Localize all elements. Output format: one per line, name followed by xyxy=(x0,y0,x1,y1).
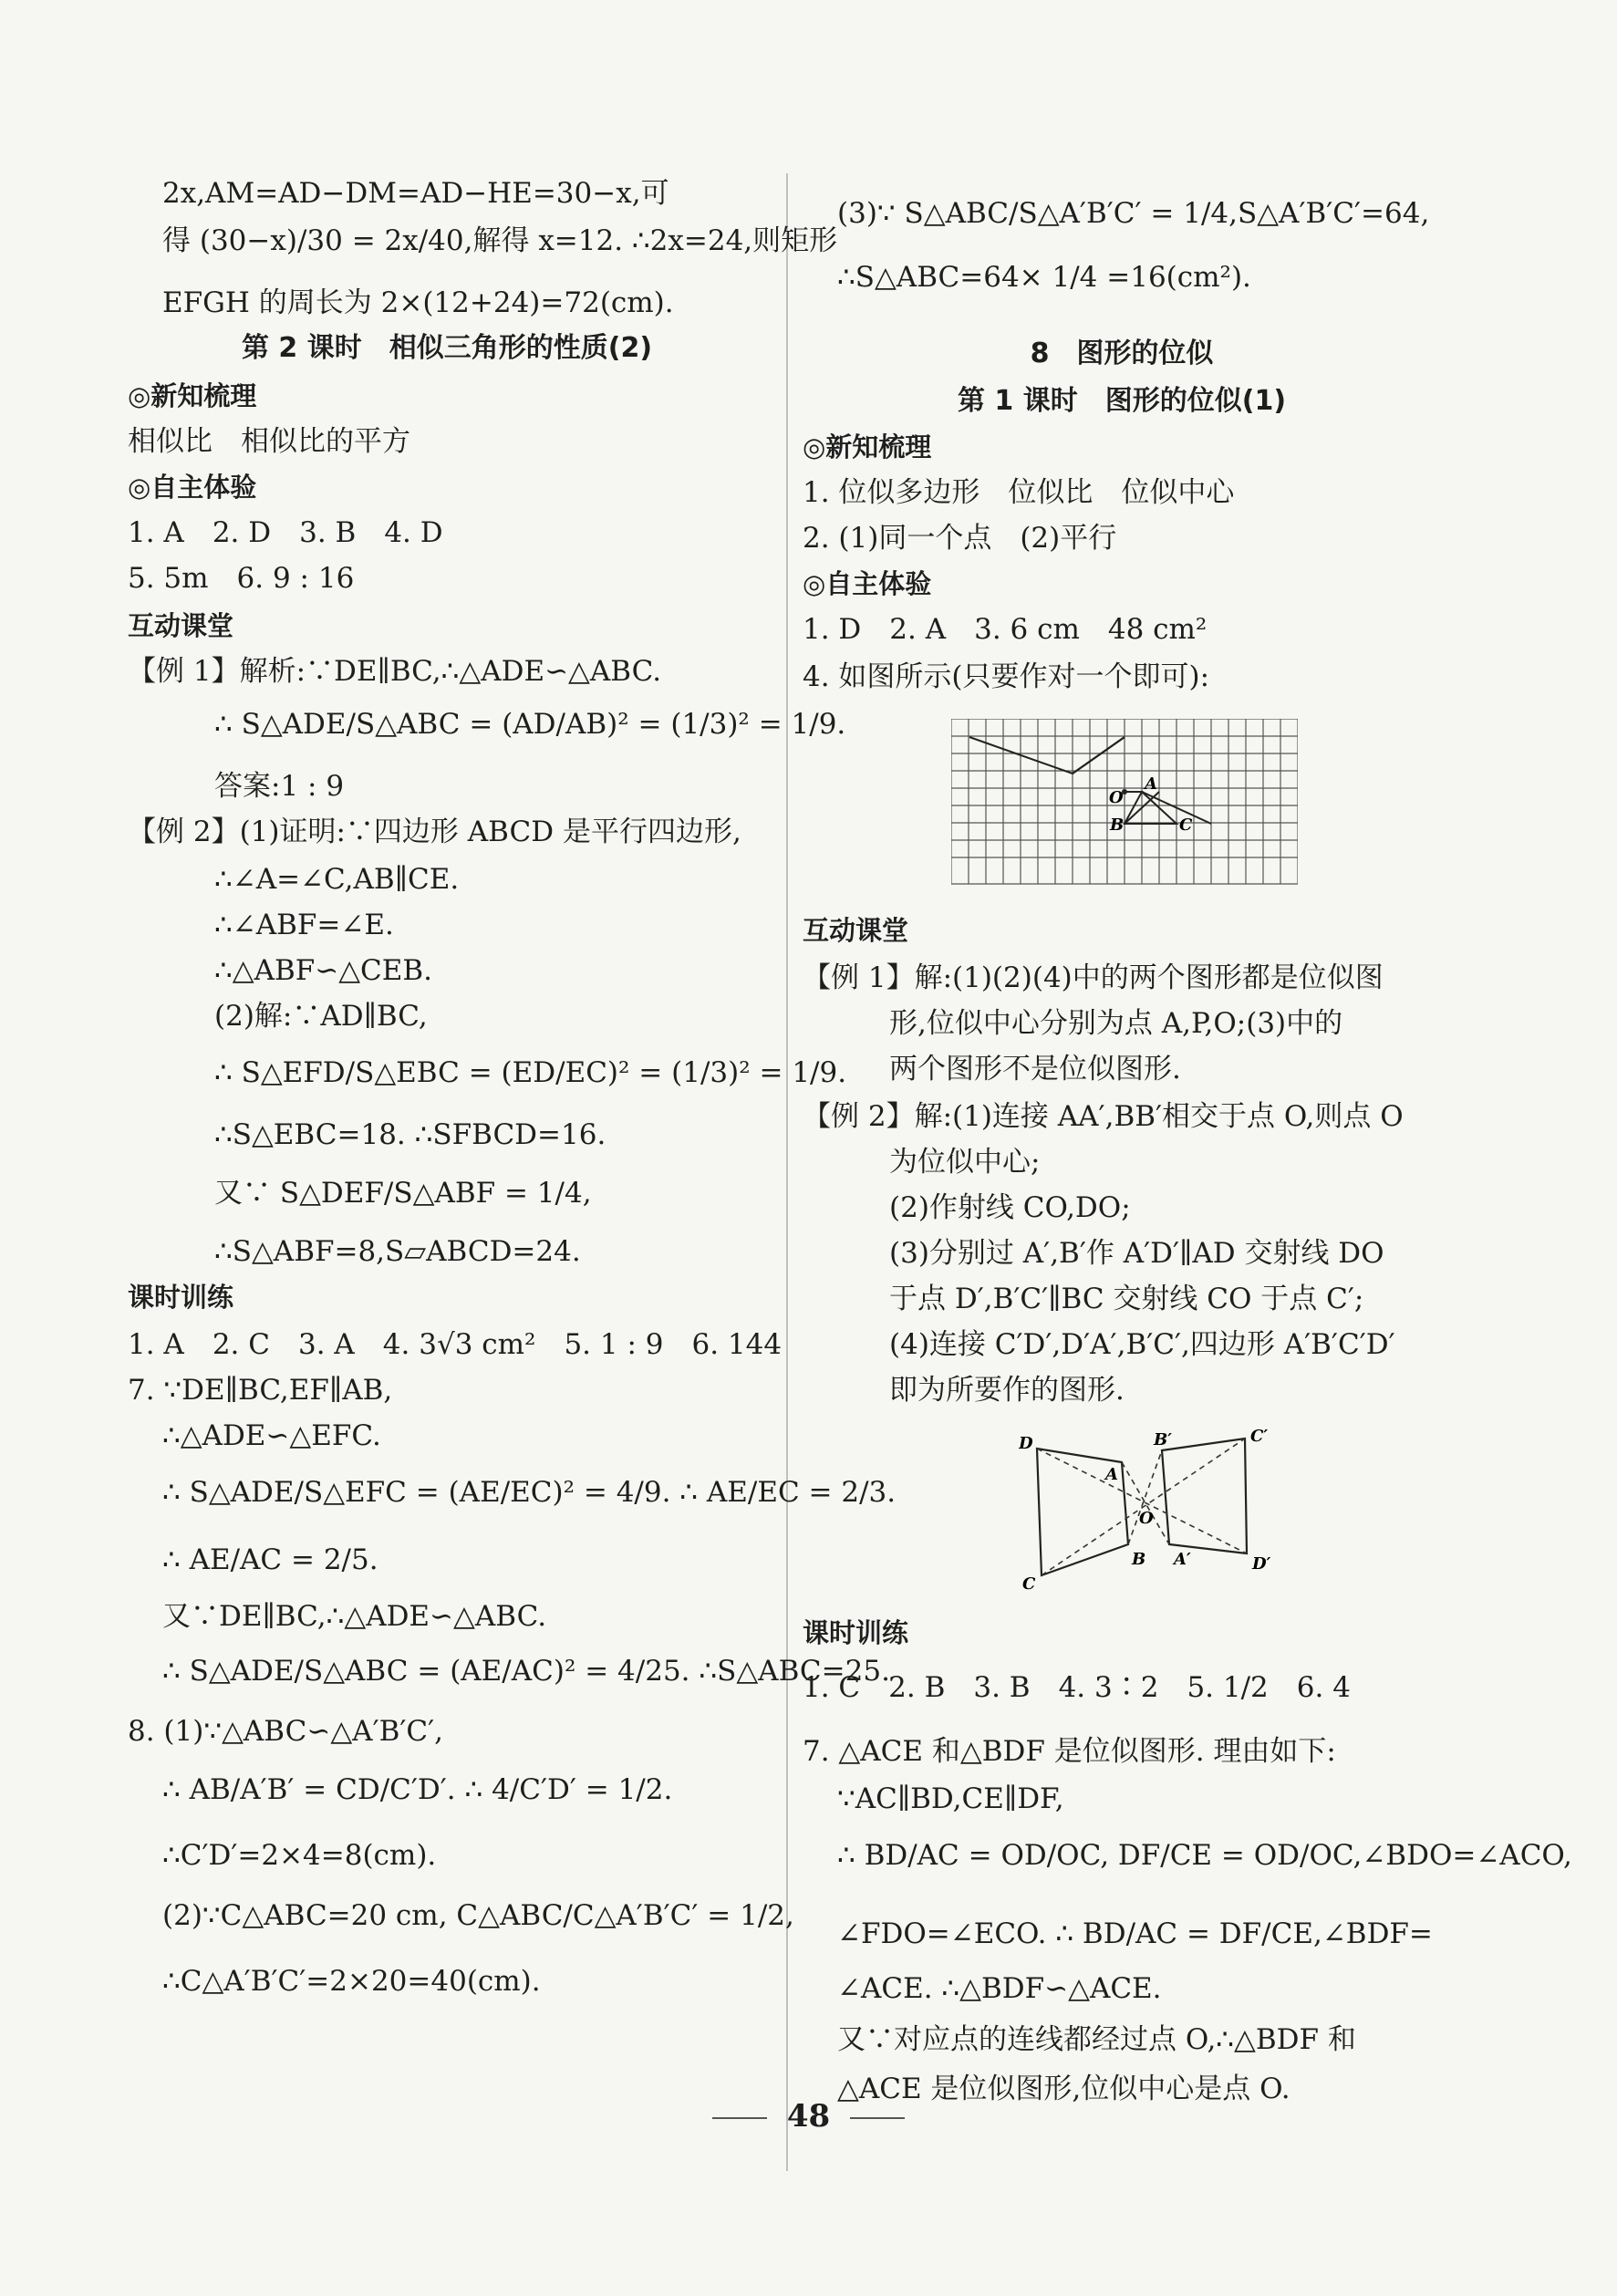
section-heading: ◎新知梳理 xyxy=(803,431,932,462)
label-A-prime: A′ xyxy=(1174,1550,1191,1569)
grid-figure xyxy=(951,719,1298,885)
example-line: 【例 1】解:(1)(2)(4)中的两个图形都是位似图 xyxy=(803,961,1384,994)
text-line: (2)解:∵AD∥BC, xyxy=(214,1000,428,1033)
text-line: ∵AC∥BD,CE∥DF, xyxy=(837,1782,1064,1815)
label-A: A xyxy=(1105,1465,1118,1484)
section-heading: ◎新知梳理 xyxy=(128,380,257,411)
label-A: A xyxy=(1145,774,1157,794)
formula-line: ∴ S△ADE/S△ABC = (AE/AC)² = 4/25. ∴S△ABC=25. xyxy=(162,1655,890,1688)
formula-line: (2)∵C△ABC=20 cm, C△ABC/C△A′B′C′ = 1/2, xyxy=(162,1899,794,1932)
section-heading: 互动课堂 xyxy=(128,610,234,641)
text-line: 得 (30−x)/30 = 2x/40,解得 x=12. ∴2x=24,则矩形 xyxy=(162,224,838,257)
section-heading: ◎自主体验 xyxy=(803,568,932,599)
formula-line: (3)∵ S△ABC/S△A′B′C′ = 1/4,S△A′B′C′=64, xyxy=(837,197,1430,230)
section-heading: ◎自主体验 xyxy=(128,472,257,503)
label-C: C xyxy=(1022,1574,1036,1594)
column-divider xyxy=(786,173,788,2171)
label-C-prime: C′ xyxy=(1250,1427,1269,1446)
section-heading: 课时训练 xyxy=(803,1617,909,1648)
text-line: ∴C△A′B′C′=2×20=40(cm). xyxy=(162,1965,541,1998)
label-B-prime: B′ xyxy=(1154,1430,1172,1449)
text-line: (4)连接 C′D′,D′A′,B′C′,四边形 A′B′C′D′ xyxy=(889,1328,1395,1361)
text-line: ∴△ABF∽△CEB. xyxy=(214,954,433,987)
chapter-title: 8 图形的位似 xyxy=(1030,338,1214,369)
label-C: C xyxy=(1179,816,1193,835)
text-line: (3)分别过 A′,B′作 A′D′∥AD 交射线 DO xyxy=(889,1237,1384,1270)
formula-line: ∴ BD/AC = OD/OC, DF/CE = OD/OC,∠BDO=∠ACO, xyxy=(837,1839,1572,1872)
label-B: B xyxy=(1132,1550,1146,1569)
label-D-prime: D′ xyxy=(1252,1554,1271,1574)
section-heading: 互动课堂 xyxy=(803,915,909,946)
formula-line: ∴ S△ADE/S△EFC = (AE/EC)² = 4/9. ∴ AE/EC = 2/3. xyxy=(162,1476,897,1509)
text-line: 即为所要作的图形. xyxy=(889,1374,1125,1407)
text-line: 形,位似中心分别为点 A,P,O;(3)中的 xyxy=(889,1007,1343,1040)
example-line: 【例 2】(1)证明:∵四边形 ABCD 是平行四边形, xyxy=(128,816,741,848)
label-O: O xyxy=(1109,788,1124,807)
lesson-title: 第 1 课时 图形的位似(1) xyxy=(957,385,1287,417)
text-line: 7. △ACE 和△BDF 是位似图形. 理由如下: xyxy=(803,1735,1336,1768)
text-line: ∠ACE. ∴△BDF∽△ACE. xyxy=(837,1972,1162,2005)
text-line: 于点 D′,B′C′∥BC 交射线 CO 于点 C′; xyxy=(889,1283,1364,1315)
answer-line: 1. 位似多边形 位似比 位似中心 xyxy=(803,476,1235,509)
text-line: ∴∠A=∠C,AB∥CE. xyxy=(214,863,460,896)
text-line: 为位似中心; xyxy=(889,1146,1041,1179)
lesson-title: 第 2 课时 相似三角形的性质(2) xyxy=(241,332,653,364)
text-line: ∴∠ABF=∠E. xyxy=(214,909,394,941)
text-line: ∴C′D′=2×4=8(cm). xyxy=(162,1839,437,1872)
text-line: △ACE 是位似图形,位似中心是点 O. xyxy=(837,2073,1290,2105)
formula-line: ∴ AB/A′B′ = CD/C′D′. ∴ 4/C′D′ = 1/2. xyxy=(162,1773,673,1806)
formula-line: ∴S△ABC=64× 1/4 =16(cm²). xyxy=(837,261,1251,294)
text-line: 又∵DE∥BC,∴△ADE∽△ABC. xyxy=(162,1600,547,1633)
answer-line: 1. D 2. A 3. 6 cm 48 cm² xyxy=(803,613,1208,646)
example-line: 【例 2】解:(1)连接 AA′,BB′相交于点 O,则点 O xyxy=(803,1100,1404,1133)
answer-line: 1. A 2. C 3. A 4. 3√3 cm² 5. 1 : 9 6. 144 xyxy=(128,1328,783,1361)
page-number: 48 xyxy=(0,2098,1617,2135)
label-B: B xyxy=(1110,816,1125,835)
label-D: D xyxy=(1019,1434,1033,1453)
text-line: EFGH 的周长为 2×(12+24)=72(cm). xyxy=(162,286,674,319)
formula-line: ∴ AE/AC = 2/5. xyxy=(162,1543,378,1576)
text-line: 又∵对应点的连线都经过点 O,∴△BDF 和 xyxy=(837,2023,1356,2056)
formula-line: ∴ S△EFD/S△EBC = (ED/EC)² = (1/3)² = 1/9. xyxy=(214,1056,847,1089)
label-O: O xyxy=(1139,1509,1154,1528)
answer-line: 1. A 2. D 3. B 4. D xyxy=(128,516,443,549)
text-line: ∴S△ABF=8,S▱ABCD=24. xyxy=(214,1235,581,1268)
text-line: 7. ∵DE∥BC,EF∥AB, xyxy=(128,1374,393,1407)
answer-line: 1. C 2. B 3. B 4. 3∶2 5. 1/2 6. 4 xyxy=(803,1671,1351,1704)
text-line: 2x,AM=AD−DM=AD−HE=30−x,可 xyxy=(162,177,669,210)
text-line: 相似比 相似比的平方 xyxy=(128,425,410,458)
section-heading: 课时训练 xyxy=(128,1282,234,1313)
text-line: ∴△ADE∽△EFC. xyxy=(162,1419,381,1452)
formula-line: ∴ S△ADE/S△ABC = (AD/AB)² = (1/3)² = 1/9. xyxy=(214,708,846,741)
answer-line: 2. (1)同一个点 (2)平行 xyxy=(803,522,1117,555)
homothety-figure xyxy=(1019,1423,1292,1605)
text-line: (2)作射线 CO,DO; xyxy=(889,1191,1131,1224)
example-line: 【例 1】解析:∵DE∥BC,∴△ADE∽△ABC. xyxy=(128,655,662,688)
formula-line: ∠FDO=∠ECO. ∴ BD/AC = DF/CE,∠BDF= xyxy=(837,1917,1433,1950)
answer-line: 5. 5m 6. 9 : 16 xyxy=(128,562,355,595)
text-line: 答案:1 : 9 xyxy=(214,770,345,803)
formula-line: 又∵ S△DEF/S△ABF = 1/4, xyxy=(214,1177,592,1210)
text-line: 8. (1)∵△ABC∽△A′B′C′, xyxy=(128,1715,444,1748)
answer-line: 4. 如图所示(只要作对一个即可): xyxy=(803,660,1210,693)
text-line: 两个图形不是位似图形. xyxy=(889,1053,1181,1086)
text-line: ∴S△EBC=18. ∴SFBCD=16. xyxy=(214,1118,606,1151)
